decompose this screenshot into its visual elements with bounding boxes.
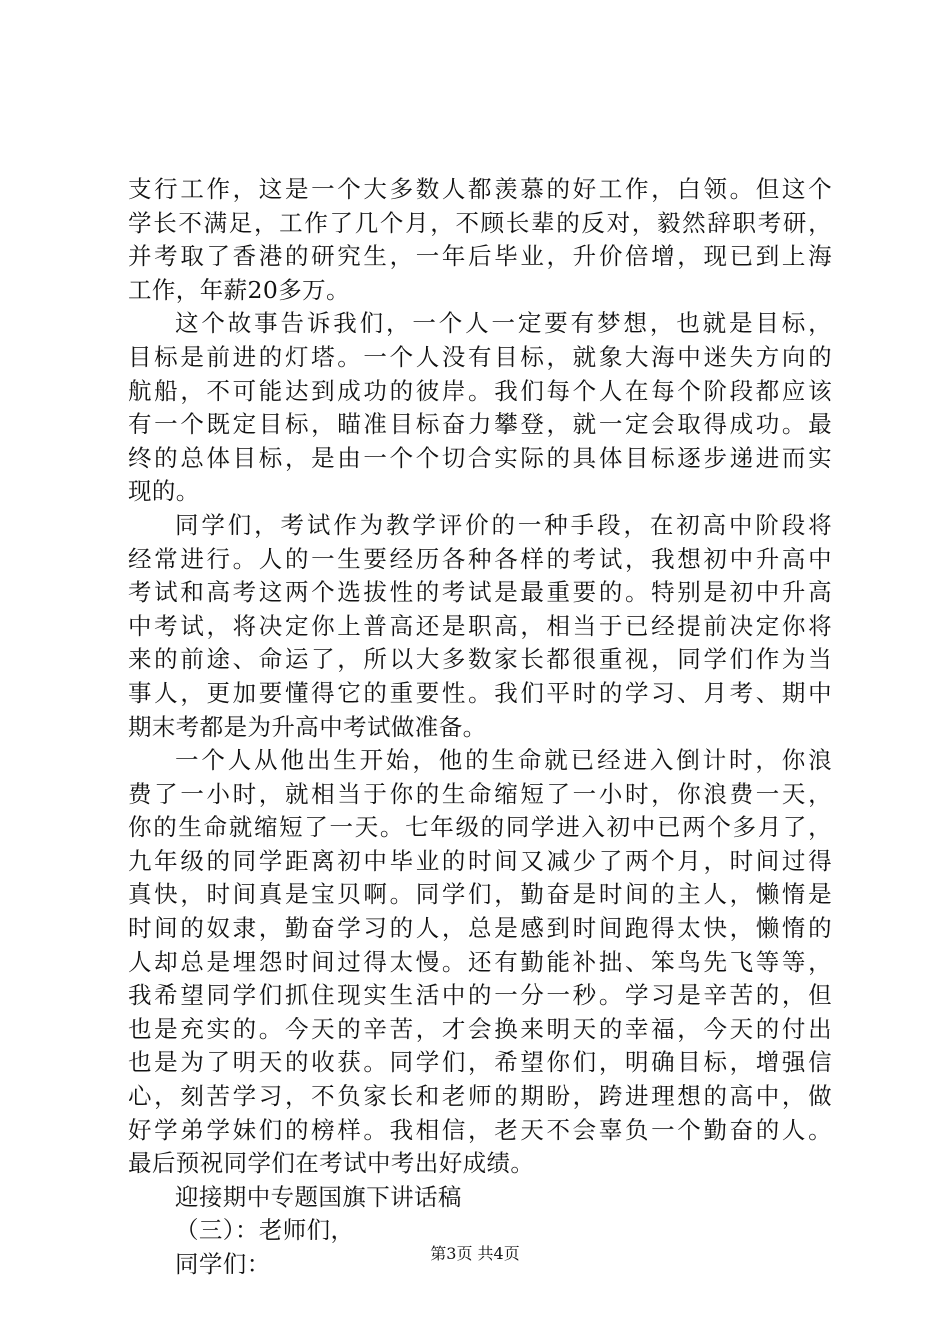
text-line: 支行工作，这是一个大多数人都羡慕的好工作，白领。但这个 xyxy=(128,175,832,203)
paragraph-first-line: 同学们，考试作为教学评价的一种手段，在初高中阶段将 xyxy=(175,510,832,539)
text-line: 好学弟学妹们的榜样。我相信，老天不会辜负一个勤奋的人。 xyxy=(128,1115,832,1144)
text-line: 期末考都是为升高中考试做准备。 xyxy=(128,712,487,741)
text-line: 中考试，将决定你上普高还是职高，相当于已经提前决定你将 xyxy=(128,611,832,640)
paragraph-first-line: 这个故事告诉我们，一个人一定要有梦想，也就是目标， xyxy=(175,309,832,338)
text-line: 学长不满足，工作了几个月，不顾长辈的反对，毅然辞职考研， xyxy=(128,208,832,237)
text-line: 最后预祝同学们在考试中考出好成绩。 xyxy=(128,1149,535,1178)
text-line: 真快，时间真是宝贝啊。同学们，勤奋是时间的主人，懒惰是 xyxy=(128,880,832,909)
text-line: 心，刻苦学习，不负家长和老师的期盼，跨进理想的高中，做 xyxy=(128,1082,832,1111)
text-line: 考试和高考这两个选拔性的考试是最重要的。特别是初中升高 xyxy=(128,578,832,607)
page-number-footer: 第3页 共4页 xyxy=(430,1244,520,1263)
text-line: 人却总是埋怨时间过得太慢。还有勤能补拙、笨鸟先飞等等， xyxy=(128,947,832,976)
salutation-line: 同学们： xyxy=(175,1250,271,1278)
text-line: 现的。 xyxy=(128,477,200,506)
text-line: 航船，不可能达到成功的彼岸。我们每个人在每个阶段都应该 xyxy=(128,376,832,405)
text-line: 我希望同学们抓住现实生活中的一分一秒。学习是辛苦的，但 xyxy=(128,981,832,1010)
salutation-line: （三）：老师们， xyxy=(175,1216,355,1245)
text-line: 经常进行。人的一生要经历各种各样的考试，我想初中升高中 xyxy=(128,544,832,573)
text-line: 九年级的同学距离初中毕业的时间又减少了两个月，时间过得 xyxy=(128,846,832,875)
paragraph-first-line: 一个人从他出生开始，他的生命就已经进入倒计时，你浪 xyxy=(175,746,832,775)
text-line: 也是充实的。今天的辛苦，才会换来明天的幸福，今天的付出 xyxy=(128,1014,832,1043)
text-line: 工作，年薪20多万。 xyxy=(128,275,350,304)
text-line: 终的总体目标，是由一个个切合实际的具体目标逐步递进而实 xyxy=(128,443,832,472)
text-line: 来的前途、命运了，所以大多数家长都很重视，同学们作为当 xyxy=(128,645,832,674)
text-line: 并考取了香港的研究生，一年后毕业，升价倍增，现已到上海 xyxy=(128,242,832,271)
section-title: 迎接期中专题国旗下讲话稿 xyxy=(175,1182,462,1211)
text-line: 时间的奴隶，勤奋学习的人，总是感到时间跑得太快，懒惰的 xyxy=(128,914,832,943)
text-line: 你的生命就缩短了一天。七年级的同学进入初中已两个多月了， xyxy=(128,813,832,842)
text-line: 事人，更加要懂得它的重要性。我们平时的学习、月考、期中 xyxy=(128,678,832,707)
document-body xyxy=(128,173,832,1282)
text-line: 目标是前进的灯塔。一个人没有目标，就象大海中迷失方向的 xyxy=(128,342,832,371)
text-line: 有一个既定目标，瞄准目标奋力攀登，就一定会取得成功。最 xyxy=(128,410,832,439)
text-line: 费了一小时，就相当于你的生命缩短了一小时，你浪费一天， xyxy=(128,779,832,808)
text-line: 也是为了明天的收获。同学们，希望你们，明确目标，增强信 xyxy=(128,1048,832,1077)
